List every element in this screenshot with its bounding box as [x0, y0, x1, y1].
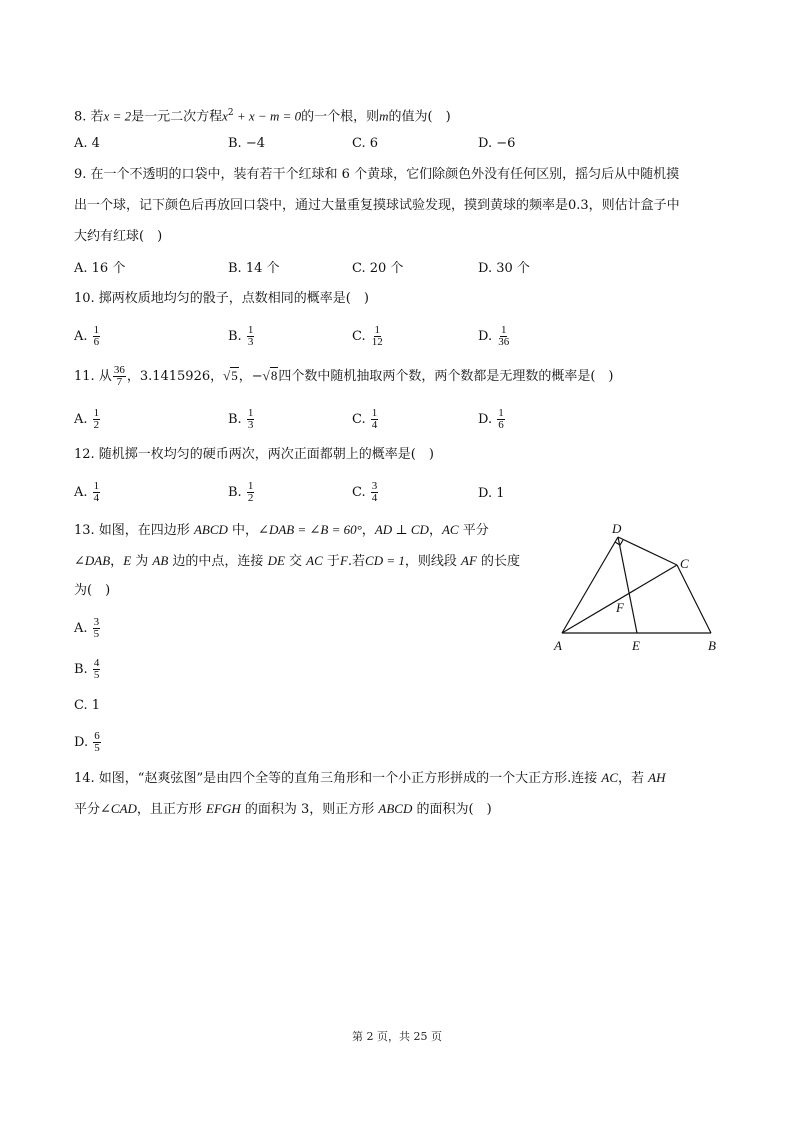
denominator: 6	[498, 419, 504, 431]
q12-option-c	[352, 481, 379, 504]
q11-text: ，3.1415926，	[126, 369, 224, 384]
denominator: 3	[247, 336, 254, 348]
q13-text: 于	[322, 554, 340, 569]
segment-de	[618, 537, 637, 633]
q8-text: 是一元二次方程	[131, 109, 223, 125]
numerator: 1	[374, 324, 380, 336]
q11-option-a	[74, 408, 101, 431]
option-label: A.	[74, 412, 92, 427]
q13-math: ∠DAB	[74, 553, 111, 568]
fraction	[113, 365, 126, 388]
numerator: 3	[371, 480, 378, 492]
q12-option-d: D. 1	[478, 486, 505, 501]
q9-option-c: C. 20 个	[352, 261, 404, 276]
fraction	[371, 481, 379, 504]
segment-ad	[562, 537, 618, 633]
square-root: √8	[262, 368, 278, 383]
denominator: 5	[93, 628, 100, 640]
numerator: 1	[93, 324, 100, 336]
q14-text: 的面积为( )	[412, 802, 492, 817]
option-label: D.	[74, 735, 93, 750]
q13-math: AC	[441, 522, 459, 537]
fraction	[93, 325, 101, 348]
fraction	[371, 408, 379, 431]
fraction	[93, 481, 101, 504]
label-e: E	[632, 638, 640, 653]
q8-option-a: A. 4	[74, 136, 100, 151]
question-14-line-2	[74, 800, 492, 819]
q11-text: 四个数中随机抽取两个数，两个数都是无理数的概率是( )	[278, 369, 614, 384]
q13-math: ABCD	[193, 522, 228, 537]
label-f: F	[616, 600, 624, 615]
q13-math: AD ⊥ CD	[374, 522, 429, 537]
q9-option-b: B. 14 个	[228, 261, 280, 276]
q11-text: 11. 从	[74, 369, 112, 384]
label-c: C	[680, 556, 689, 571]
q14-text: 平分	[74, 802, 101, 817]
q13-text: ，	[361, 523, 375, 538]
option-label: A.	[74, 329, 92, 344]
q11-text: ，−	[238, 369, 263, 384]
numerator: 1	[371, 407, 378, 419]
numerator: 1	[247, 480, 254, 492]
denominator: 4	[371, 492, 378, 504]
question-8-stem	[74, 104, 451, 126]
q13-option-a	[74, 617, 101, 640]
q10-option-d	[478, 325, 511, 348]
fraction	[371, 325, 384, 348]
option-label: D.	[478, 329, 497, 344]
option-label: B.	[74, 662, 92, 677]
denominator: 4	[371, 419, 378, 431]
segment-dc	[618, 537, 677, 565]
q14-math: AH	[648, 770, 666, 785]
q14-math: ABCD	[378, 801, 413, 816]
q14-text: ，若	[618, 771, 649, 786]
q8-text: 8. 若	[74, 109, 104, 125]
q8-text: 的一个根，则	[301, 109, 380, 125]
numerator: 1	[247, 324, 254, 336]
q14-text: ，且正方形	[136, 802, 207, 817]
denominator: 2	[247, 492, 254, 504]
q13-text: 平分	[458, 523, 489, 538]
q13-option-b	[74, 658, 101, 681]
q10-option-b	[228, 325, 255, 348]
q14-text: 14. 如图，“赵爽弦图”是由四个全等的直角三角形和一个小正方形拼成的一个大正方形.连接	[74, 771, 602, 786]
fraction	[93, 658, 101, 681]
numerator: 6	[94, 730, 100, 742]
q8-math: + x − m = 0	[233, 108, 302, 124]
denominator: 4	[93, 492, 100, 504]
q13-text: 交	[284, 554, 307, 569]
question-9-line-1: 9. 在一个不透明的口袋中，装有若干个红球和 6 个黄球，它们除颜色外没有任何区别，摇匀后从中随机摸	[74, 167, 680, 182]
q9-option-d: D. 30 个	[478, 261, 530, 276]
fraction	[247, 481, 255, 504]
q12-option-b	[228, 481, 255, 504]
option-label: A.	[74, 485, 92, 500]
q13-option-c: C. 1	[74, 698, 101, 713]
q8-text: 的值为( )	[388, 109, 451, 125]
fraction	[497, 325, 510, 348]
label-b: B	[708, 638, 716, 653]
q13-text: 中，	[227, 523, 259, 538]
question-14-line-1	[74, 769, 665, 788]
q13-math: AC	[306, 553, 323, 568]
option-label: B.	[228, 412, 246, 427]
q13-math: F	[339, 553, 348, 568]
q11-option-d	[478, 408, 506, 431]
option-label: B.	[228, 485, 246, 500]
segment-ac	[562, 565, 677, 633]
option-label: C.	[352, 329, 370, 344]
q13-math: DE	[267, 553, 285, 568]
question-13-line-2	[74, 552, 520, 571]
q10-option-a	[74, 325, 101, 348]
q13-option-d	[74, 731, 102, 754]
q14-text: 的面积为 3，则正方形	[240, 802, 379, 817]
q14-math: AC	[601, 770, 618, 785]
denominator: 6	[93, 336, 100, 348]
quadrilateral-figure	[548, 520, 728, 660]
numerator: 4	[93, 657, 100, 669]
numerator: 1	[93, 480, 100, 492]
q8-math: m	[379, 108, 389, 124]
fraction	[93, 731, 101, 754]
question-11-stem	[74, 365, 613, 388]
segment-cb	[677, 565, 711, 633]
numerator: 1	[498, 407, 504, 419]
radicand: 8	[270, 368, 278, 383]
question-9-line-2: 出一个球，记下颜色后再放回口袋中，通过大量重复摸球试验发现，摸到黄球的频率是0.3，则估计盒子中	[74, 198, 680, 213]
q8-math: x	[222, 108, 228, 124]
q13-text: 为	[131, 554, 153, 569]
q13-text: ，	[428, 523, 442, 538]
page-footer: 第 2 页，共 25 页	[352, 1030, 442, 1043]
q14-math: ∠CAD	[100, 801, 137, 816]
question-10-stem: 10. 掷两枚质地均匀的骰子，点数相同的概率是( )	[74, 291, 369, 306]
radicand: 5	[231, 368, 238, 383]
q13-text: 的长度	[476, 554, 521, 569]
q13-math: AB	[152, 553, 169, 568]
q9-option-a: A. 16 个	[74, 261, 126, 276]
q8-exponent: 2	[227, 108, 234, 118]
question-13-line-1	[74, 521, 489, 540]
q11-option-b	[228, 408, 255, 431]
q13-math: E	[123, 553, 132, 568]
numerator: 1	[93, 407, 100, 419]
q8-math: x = 2	[103, 108, 132, 124]
q8-option-c: C. 6	[352, 136, 379, 151]
numerator: 1	[500, 324, 507, 336]
q13-math: ∠DAB = ∠B = 60°	[258, 522, 362, 537]
denominator: 5	[94, 742, 100, 754]
square-root: √5	[223, 368, 238, 383]
q13-math: CD = 1	[365, 553, 405, 568]
q13-text: 边的中点，连接	[168, 554, 268, 569]
q13-text: ，	[110, 554, 124, 569]
fraction	[93, 408, 101, 431]
option-label: C.	[352, 412, 370, 427]
option-label: C.	[352, 485, 370, 500]
numerator: 36	[113, 364, 125, 376]
q13-math: AF	[461, 553, 477, 568]
question-12-stem: 12. 随机掷一枚均匀的硬币两次，两次正面都朝上的概率是( )	[74, 447, 434, 462]
question-13-line-3: 为( )	[74, 583, 111, 598]
q13-text: 13. 如图，在四边形	[74, 523, 194, 538]
q8-option-b: B. −4	[228, 136, 265, 151]
q10-option-c	[352, 325, 385, 348]
denominator: 7	[116, 376, 123, 388]
label-a: A	[554, 638, 562, 653]
label-d: D	[612, 521, 622, 536]
q11-option-c	[352, 408, 379, 431]
option-label: B.	[228, 329, 246, 344]
fraction	[247, 325, 255, 348]
denominator: 12	[371, 336, 383, 348]
option-label: D.	[478, 412, 497, 427]
denominator: 2	[93, 419, 100, 431]
fraction	[497, 408, 505, 431]
fraction	[247, 408, 255, 431]
q8-option-d: D. −6	[478, 136, 516, 151]
denominator: 36	[498, 336, 510, 348]
numerator: 3	[93, 616, 100, 628]
denominator: 5	[93, 669, 100, 681]
q12-option-a	[74, 481, 101, 504]
q13-text: ，则线段	[404, 554, 462, 569]
fraction	[93, 617, 101, 640]
q14-math: EFGH	[206, 801, 241, 816]
numerator: 1	[247, 407, 254, 419]
q13-text: .若	[347, 554, 366, 569]
question-9-line-3: 大约有红球( )	[74, 229, 163, 244]
denominator: 3	[247, 419, 254, 431]
option-label: A.	[74, 621, 92, 636]
